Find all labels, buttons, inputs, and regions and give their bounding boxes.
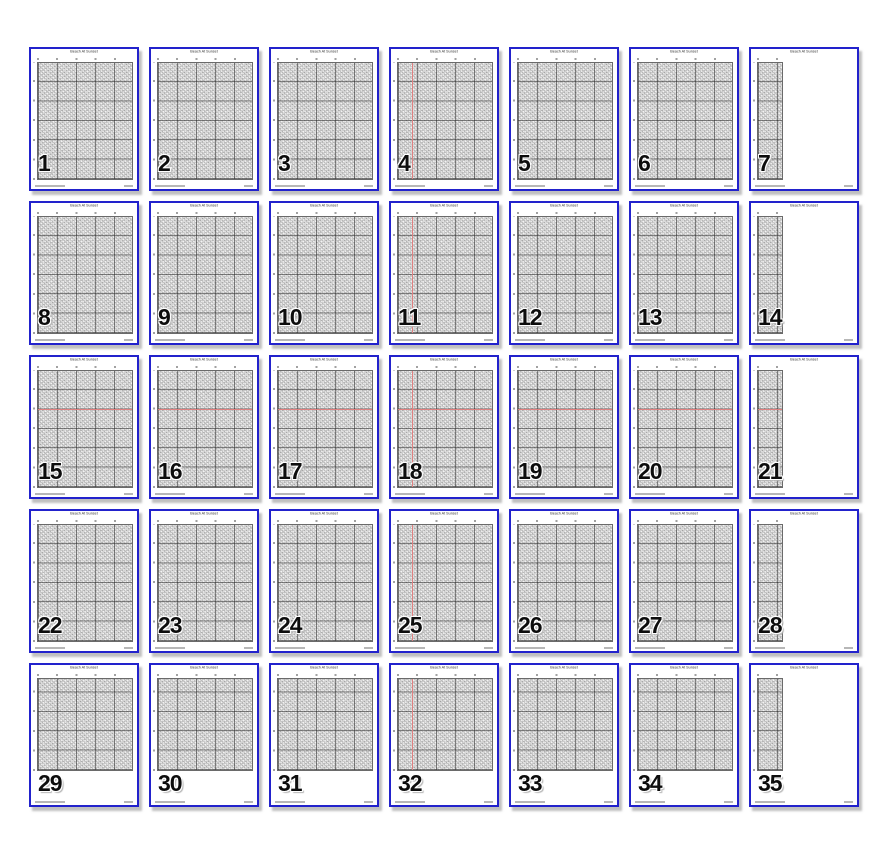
footer-pagenum-smudge — [484, 493, 493, 495]
footer-pagenum-smudge — [364, 185, 373, 187]
footer-copyright-smudge — [635, 339, 665, 341]
page-title: Beach At Sunset — [430, 358, 458, 362]
grid-ruler-top — [517, 58, 613, 60]
pattern-center-horizontal-line — [638, 409, 732, 410]
pattern-center-horizontal-line — [518, 409, 612, 410]
stitch-chart-area — [637, 62, 733, 180]
page-thumbnail-24[interactable] — [269, 509, 379, 653]
page-title: Beach At Sunset — [70, 666, 98, 670]
page-thumbnail-10[interactable] — [269, 201, 379, 345]
page-number: 25 — [398, 612, 422, 638]
pages-grid — [29, 47, 859, 807]
grid-ruler-top — [757, 212, 783, 214]
pattern-center-horizontal-line — [398, 409, 492, 410]
grid-ruler-left — [633, 524, 635, 642]
stitch-chart-area — [37, 678, 133, 771]
footer-copyright-smudge — [515, 185, 545, 187]
footer-pagenum-smudge — [844, 339, 853, 341]
page-thumbnail-26[interactable] — [509, 509, 619, 653]
page-title: Beach At Sunset — [550, 512, 578, 516]
footer-copyright-smudge — [395, 493, 425, 495]
grid-ruler-top — [517, 366, 613, 368]
page-thumbnail-7[interactable] — [749, 47, 859, 191]
grid-ruler-top — [397, 58, 493, 60]
page-number: 31 — [278, 770, 302, 796]
grid-ruler-left — [273, 370, 275, 488]
page-number: 9 — [158, 304, 170, 330]
page-thumbnail-21[interactable] — [749, 355, 859, 499]
footer-pagenum-smudge — [364, 647, 373, 649]
stitch-chart-area — [157, 678, 253, 771]
grid-ruler-left — [33, 216, 35, 334]
stitch-chart-area — [757, 678, 783, 771]
grid-ruler-top — [37, 366, 133, 368]
footer-copyright-smudge — [35, 339, 65, 341]
grid-ruler-left — [393, 678, 395, 771]
page-thumbnail-4[interactable] — [389, 47, 499, 191]
footer-copyright-smudge — [515, 339, 545, 341]
stitch-chart-area — [157, 62, 253, 180]
page-number: 3 — [278, 150, 290, 176]
stitch-chart-area — [37, 62, 133, 180]
footer-copyright-smudge — [395, 801, 425, 803]
page-title: Beach At Sunset — [790, 512, 818, 516]
grid-ruler-top — [277, 212, 373, 214]
grid-ruler-left — [153, 678, 155, 771]
page-thumbnail-20[interactable] — [629, 355, 739, 499]
grid-ruler-left — [753, 678, 755, 771]
grid-ruler-left — [753, 524, 755, 642]
grid-ruler-top — [397, 366, 493, 368]
page-number: 26 — [518, 612, 542, 638]
page-thumbnail-23[interactable] — [149, 509, 259, 653]
footer-pagenum-smudge — [124, 493, 133, 495]
grid-ruler-left — [513, 678, 515, 771]
page-thumbnail-5[interactable] — [509, 47, 619, 191]
grid-ruler-top — [277, 520, 373, 522]
grid-ruler-left — [513, 370, 515, 488]
page-number: 27 — [638, 612, 662, 638]
page-number: 16 — [158, 458, 182, 484]
page-number: 2 — [158, 150, 170, 176]
grid-ruler-top — [517, 674, 613, 676]
page-thumbnail-16[interactable] — [149, 355, 259, 499]
page-title: Beach At Sunset — [190, 512, 218, 516]
footer-copyright-smudge — [635, 185, 665, 187]
footer-copyright-smudge — [155, 339, 185, 341]
page-number: 19 — [518, 458, 542, 484]
page-title: Beach At Sunset — [670, 50, 698, 54]
page-title: Beach At Sunset — [190, 204, 218, 208]
footer-copyright-smudge — [275, 339, 305, 341]
footer-pagenum-smudge — [484, 339, 493, 341]
page-number: 30 — [158, 770, 182, 796]
grid-ruler-top — [277, 58, 373, 60]
page-number: 21 — [758, 458, 782, 484]
grid-ruler-left — [273, 62, 275, 180]
grid-ruler-top — [757, 520, 783, 522]
page-number: 14 — [758, 304, 782, 330]
stitch-chart-area — [277, 678, 373, 771]
page-number: 32 — [398, 770, 422, 796]
page-title: Beach At Sunset — [310, 512, 338, 516]
page-title: Beach At Sunset — [550, 204, 578, 208]
footer-pagenum-smudge — [604, 185, 613, 187]
footer-copyright-smudge — [275, 647, 305, 649]
footer-pagenum-smudge — [244, 801, 253, 803]
page-thumbnail-8[interactable] — [29, 201, 139, 345]
stitch-chart-area — [157, 216, 253, 334]
page-title: Beach At Sunset — [550, 50, 578, 54]
grid-ruler-top — [757, 366, 783, 368]
grid-ruler-left — [273, 216, 275, 334]
grid-ruler-top — [757, 58, 783, 60]
footer-pagenum-smudge — [484, 185, 493, 187]
footer-copyright-smudge — [755, 493, 785, 495]
grid-ruler-left — [393, 370, 395, 488]
page-title: Beach At Sunset — [430, 204, 458, 208]
page-thumbnail-25[interactable] — [389, 509, 499, 653]
page-title: Beach At Sunset — [70, 50, 98, 54]
footer-copyright-smudge — [395, 185, 425, 187]
grid-ruler-top — [637, 366, 733, 368]
page-number: 8 — [38, 304, 50, 330]
page-title: Beach At Sunset — [790, 358, 818, 362]
footer-copyright-smudge — [35, 647, 65, 649]
grid-ruler-left — [153, 370, 155, 488]
page-number: 23 — [158, 612, 182, 638]
page-thumbnail-30[interactable] — [149, 663, 259, 807]
grid-ruler-top — [397, 212, 493, 214]
page-thumbnail-18[interactable] — [389, 355, 499, 499]
page-number: 5 — [518, 150, 530, 176]
footer-pagenum-smudge — [364, 801, 373, 803]
footer-pagenum-smudge — [124, 339, 133, 341]
page-number: 12 — [518, 304, 542, 330]
page-number: 4 — [398, 150, 410, 176]
footer-pagenum-smudge — [844, 647, 853, 649]
grid-ruler-left — [33, 62, 35, 180]
grid-ruler-left — [753, 216, 755, 334]
footer-pagenum-smudge — [244, 493, 253, 495]
pattern-center-vertical-line — [412, 679, 413, 770]
footer-copyright-smudge — [635, 647, 665, 649]
stitch-chart-area — [517, 62, 613, 180]
page-title: Beach At Sunset — [670, 666, 698, 670]
page-number: 24 — [278, 612, 302, 638]
footer-copyright-smudge — [155, 493, 185, 495]
grid-ruler-top — [517, 212, 613, 214]
page-number: 11 — [398, 304, 421, 330]
page-thumbnail-32[interactable] — [389, 663, 499, 807]
grid-ruler-left — [633, 216, 635, 334]
grid-ruler-top — [637, 520, 733, 522]
grid-ruler-top — [157, 212, 253, 214]
stitch-chart-area — [37, 216, 133, 334]
grid-ruler-top — [157, 674, 253, 676]
page-title: Beach At Sunset — [70, 512, 98, 516]
pattern-center-horizontal-line — [758, 409, 782, 410]
page-number: 18 — [398, 458, 422, 484]
page-thumbnail-31[interactable] — [269, 663, 379, 807]
page-number: 6 — [638, 150, 650, 176]
page-thumbnail-17[interactable] — [269, 355, 379, 499]
page-title: Beach At Sunset — [550, 666, 578, 670]
page-title: Beach At Sunset — [310, 50, 338, 54]
footer-pagenum-smudge — [604, 339, 613, 341]
footer-copyright-smudge — [155, 647, 185, 649]
grid-ruler-left — [153, 62, 155, 180]
page-title: Beach At Sunset — [430, 50, 458, 54]
footer-pagenum-smudge — [484, 801, 493, 803]
grid-ruler-top — [397, 674, 493, 676]
page-title: Beach At Sunset — [430, 666, 458, 670]
footer-copyright-smudge — [155, 185, 185, 187]
page-title: Beach At Sunset — [430, 512, 458, 516]
footer-copyright-smudge — [635, 801, 665, 803]
grid-ruler-top — [637, 674, 733, 676]
grid-ruler-left — [153, 216, 155, 334]
footer-pagenum-smudge — [244, 339, 253, 341]
footer-pagenum-smudge — [124, 801, 133, 803]
stitch-chart-area — [397, 678, 493, 771]
footer-pagenum-smudge — [724, 493, 733, 495]
page-number: 15 — [38, 458, 62, 484]
grid-ruler-left — [393, 62, 395, 180]
footer-pagenum-smudge — [244, 647, 253, 649]
page-thumbnail-3[interactable] — [269, 47, 379, 191]
grid-ruler-top — [37, 674, 133, 676]
page-title: Beach At Sunset — [70, 358, 98, 362]
grid-ruler-left — [33, 678, 35, 771]
grid-ruler-top — [397, 520, 493, 522]
grid-ruler-left — [33, 524, 35, 642]
page-thumbnail-19[interactable] — [509, 355, 619, 499]
grid-ruler-left — [513, 524, 515, 642]
stitch-chart-area — [277, 62, 373, 180]
page-thumbnail-11[interactable] — [389, 201, 499, 345]
page-thumbnail-28[interactable] — [749, 509, 859, 653]
page-title: Beach At Sunset — [670, 204, 698, 208]
page-number: 34 — [638, 770, 662, 796]
page-title: Beach At Sunset — [790, 204, 818, 208]
page-thumbnail-33[interactable] — [509, 663, 619, 807]
grid-ruler-left — [753, 62, 755, 180]
footer-copyright-smudge — [755, 185, 785, 187]
footer-copyright-smudge — [35, 185, 65, 187]
page-number: 29 — [38, 770, 62, 796]
pattern-center-horizontal-line — [38, 409, 132, 410]
page-title: Beach At Sunset — [670, 358, 698, 362]
pattern-center-vertical-line — [412, 63, 413, 179]
page-title: Beach At Sunset — [550, 358, 578, 362]
grid-ruler-left — [393, 216, 395, 334]
grid-ruler-left — [753, 370, 755, 488]
footer-copyright-smudge — [515, 493, 545, 495]
grid-ruler-top — [37, 520, 133, 522]
page-title: Beach At Sunset — [670, 512, 698, 516]
footer-pagenum-smudge — [724, 339, 733, 341]
grid-ruler-top — [277, 674, 373, 676]
page-thumbnail-15[interactable] — [29, 355, 139, 499]
footer-copyright-smudge — [515, 801, 545, 803]
footer-copyright-smudge — [155, 801, 185, 803]
grid-ruler-top — [517, 520, 613, 522]
stitch-chart-area — [397, 62, 493, 180]
grid-ruler-left — [273, 678, 275, 771]
page-title: Beach At Sunset — [310, 358, 338, 362]
page-thumbnail-2[interactable] — [149, 47, 259, 191]
grid-ruler-top — [37, 212, 133, 214]
footer-copyright-smudge — [395, 339, 425, 341]
grid-ruler-top — [157, 520, 253, 522]
grid-ruler-left — [633, 678, 635, 771]
page-thumbnail-1[interactable] — [29, 47, 139, 191]
page-number: 35 — [758, 770, 782, 796]
grid-ruler-top — [637, 58, 733, 60]
footer-copyright-smudge — [395, 647, 425, 649]
grid-ruler-left — [633, 370, 635, 488]
grid-ruler-top — [757, 674, 783, 676]
page-thumbnail-27[interactable] — [629, 509, 739, 653]
pattern-center-horizontal-line — [158, 409, 252, 410]
grid-ruler-top — [157, 366, 253, 368]
footer-pagenum-smudge — [604, 801, 613, 803]
page-thumbnail-12[interactable] — [509, 201, 619, 345]
page-thumbnail-35[interactable] — [749, 663, 859, 807]
page-thumbnail-34[interactable] — [629, 663, 739, 807]
grid-ruler-left — [153, 524, 155, 642]
stitch-chart-area — [517, 678, 613, 771]
footer-copyright-smudge — [35, 801, 65, 803]
page-thumbnail-14[interactable] — [749, 201, 859, 345]
grid-ruler-top — [637, 212, 733, 214]
footer-pagenum-smudge — [364, 339, 373, 341]
footer-copyright-smudge — [275, 493, 305, 495]
grid-ruler-top — [157, 58, 253, 60]
page-title: Beach At Sunset — [190, 358, 218, 362]
page-thumbnail-9[interactable] — [149, 201, 259, 345]
footer-copyright-smudge — [275, 801, 305, 803]
footer-copyright-smudge — [755, 801, 785, 803]
footer-copyright-smudge — [275, 185, 305, 187]
grid-ruler-left — [513, 216, 515, 334]
page-title: Beach At Sunset — [70, 204, 98, 208]
footer-copyright-smudge — [515, 647, 545, 649]
page-title: Beach At Sunset — [310, 204, 338, 208]
footer-pagenum-smudge — [604, 647, 613, 649]
footer-pagenum-smudge — [244, 185, 253, 187]
grid-ruler-top — [277, 366, 373, 368]
footer-pagenum-smudge — [364, 493, 373, 495]
footer-copyright-smudge — [755, 647, 785, 649]
footer-pagenum-smudge — [724, 647, 733, 649]
page-number: 22 — [38, 612, 62, 638]
footer-pagenum-smudge — [724, 801, 733, 803]
page-number: 33 — [518, 770, 542, 796]
page-number: 28 — [758, 612, 782, 638]
page-number: 13 — [638, 304, 662, 330]
footer-pagenum-smudge — [124, 185, 133, 187]
page-thumbnail-6[interactable] — [629, 47, 739, 191]
page-title: Beach At Sunset — [790, 666, 818, 670]
footer-pagenum-smudge — [124, 647, 133, 649]
page-number: 17 — [278, 458, 302, 484]
grid-ruler-top — [37, 58, 133, 60]
footer-copyright-smudge — [35, 493, 65, 495]
grid-ruler-left — [633, 62, 635, 180]
footer-pagenum-smudge — [484, 647, 493, 649]
grid-ruler-left — [393, 524, 395, 642]
page-thumbnail-13[interactable] — [629, 201, 739, 345]
footer-pagenum-smudge — [724, 185, 733, 187]
page-title: Beach At Sunset — [790, 50, 818, 54]
grid-ruler-left — [33, 370, 35, 488]
page-number: 1 — [38, 150, 50, 176]
footer-pagenum-smudge — [844, 185, 853, 187]
page-thumbnail-29[interactable] — [29, 663, 139, 807]
page-title: Beach At Sunset — [190, 50, 218, 54]
page-thumbnail-22[interactable] — [29, 509, 139, 653]
grid-ruler-left — [273, 524, 275, 642]
page-number: 10 — [278, 304, 302, 330]
footer-pagenum-smudge — [844, 493, 853, 495]
page-title: Beach At Sunset — [190, 666, 218, 670]
footer-pagenum-smudge — [604, 493, 613, 495]
page-number: 20 — [638, 458, 662, 484]
footer-copyright-smudge — [755, 339, 785, 341]
page-title: Beach At Sunset — [310, 666, 338, 670]
footer-copyright-smudge — [635, 493, 665, 495]
footer-pagenum-smudge — [844, 801, 853, 803]
grid-ruler-left — [513, 62, 515, 180]
pattern-center-horizontal-line — [278, 409, 372, 410]
stitch-chart-area — [637, 678, 733, 771]
page-number: 7 — [758, 150, 770, 176]
